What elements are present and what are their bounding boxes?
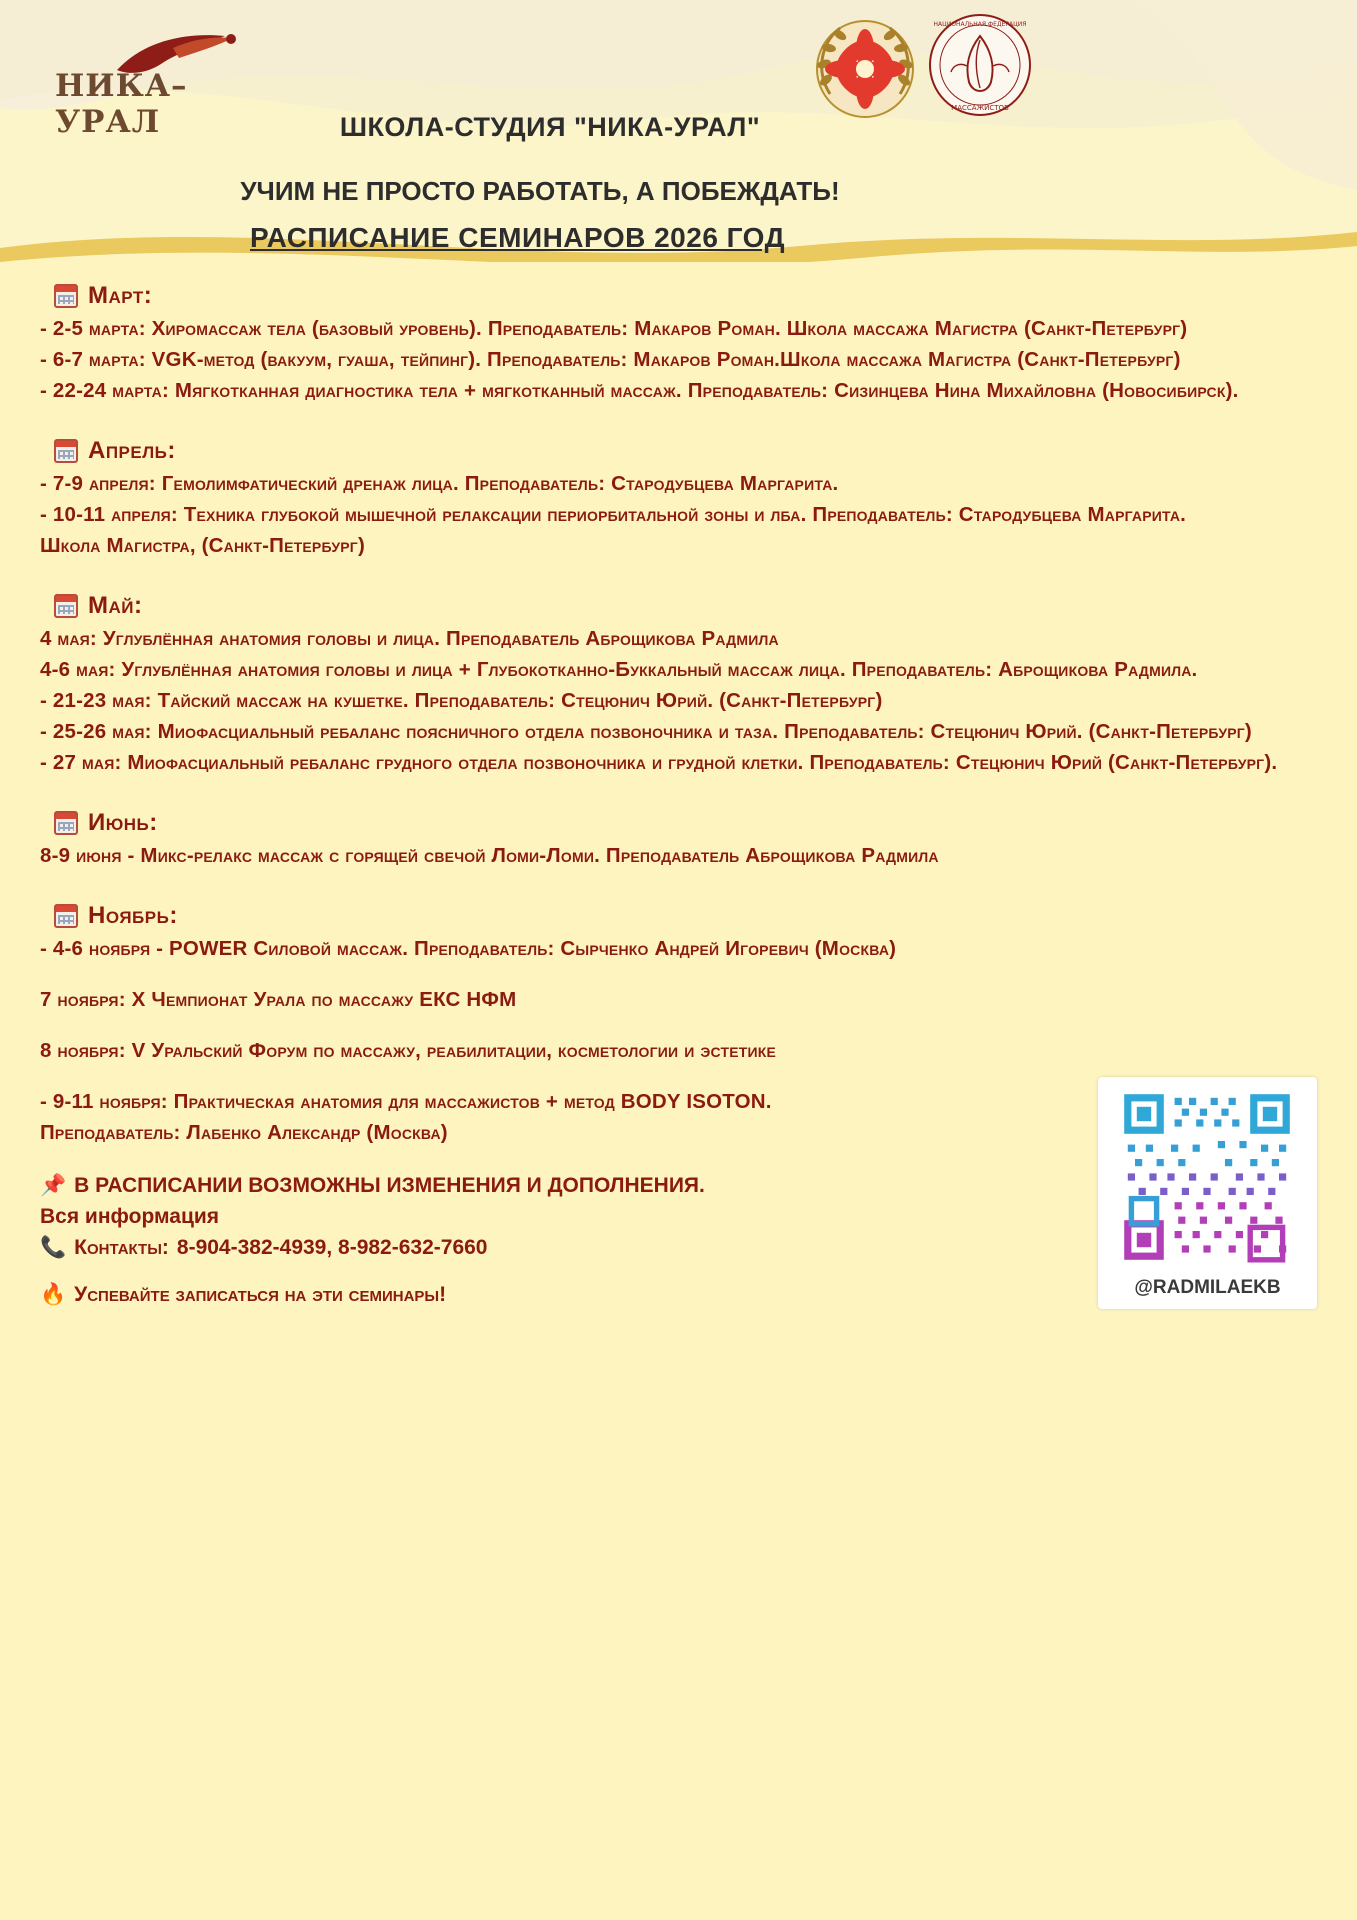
seminar-line: - 21-23 мая: Тайский массаж на кушетке. Преподаватель: Стецюнич Юрий. (Санкт-Петербург) (40, 689, 883, 712)
page-header (0, 0, 1357, 300)
month-heading-june (54, 809, 1317, 837)
all-info-label: Вся информация (40, 1205, 220, 1228)
month-name: Апрель: (88, 437, 176, 464)
qr-handle: @RADMILAEKB (1134, 1277, 1281, 1298)
month-name: Май: (88, 592, 143, 619)
seminar-line: - 6-7 марта: VGK-метод (вакуум, гуаша, тейпинг). Преподаватель: Макаров Роман.Школа массажа Магистра (Санкт-Петербург) (40, 348, 1181, 371)
month-heading-november (54, 902, 1317, 930)
seminar-line: - 9-11 ноября: Практическая анатомия для массажистов + метод BODY ISOTON. (40, 1090, 772, 1113)
brand-logo (55, 30, 285, 140)
seminar-line: Школа Магистра, (Санкт-Петербург) (40, 534, 365, 557)
slogan: УЧИМ НЕ ПРОСТО РАБОТАТЬ, А ПОБЕЖДАТЬ! (240, 176, 840, 206)
pushpin-icon: 📌 (40, 1174, 67, 1197)
logo-text: НИКА–УРАЛ (55, 68, 188, 140)
month-heading-march (54, 282, 1317, 310)
national-federation-of-massage-therapists-emblem (925, 10, 1035, 120)
month-heading-april (54, 437, 1317, 465)
page-title: ШКОЛА-СТУДИЯ "НИКА-УРАЛ" (339, 112, 761, 142)
schedule-title: РАСПИСАНИЕ СЕМИНАРОВ 2026 ГОД (249, 222, 786, 253)
seminar-line: 8 ноября: V Уральский Форум по массажу, реабилитации, косметологии и эстетике (40, 1039, 777, 1062)
svg-text:НАЦИОНАЛЬНАЯ ФЕДЕРАЦИЯ: НАЦИОНАЛЬНАЯ ФЕДЕРАЦИЯ (933, 21, 1027, 28)
seminar-line: - 4-6 ноября - POWER Силовой массаж. Преподаватель: Сырченко Андрей Игоревич (Москва) (40, 937, 897, 960)
seminar-line: - 25-26 мая: Миофасциальный ребаланс поясничного отдела позвоночника и таза. Преподаватель: Стецюнич Юрий. (Санкт-Петербург) (40, 720, 1252, 743)
calendar-icon (54, 439, 78, 463)
changes-note: В РАСПИСАНИИ ВОЗМОЖНЫ ИЗМЕНЕНИЯ И ДОПОЛНЕНИЯ. (74, 1174, 705, 1197)
seminar-line: - 2-5 марта: Хиромассаж тела (базовый уровень). Преподаватель: Макаров Роман. Школа массажа Магистра (Санкт-Петербург) (40, 317, 1188, 340)
telephone-icon: 📞 (40, 1236, 67, 1259)
contacts-value[interactable]: 8-904-382-4939, 8-982-632-7660 (176, 1236, 488, 1259)
contacts-label: Контакты: (74, 1236, 169, 1259)
seminar-line: 4-6 мая: Углублённая анатомия головы и лица + Глубокотканно-Буккальный массаж лица. Преподаватель: Аброщикова Радмила. (40, 658, 1198, 681)
signup-note: Успевайте записаться на эти семинары! (74, 1283, 447, 1306)
seminar-line: 8-9 июня - Микс-релакс массаж с горящей свечой Ломи-Ломи. Преподаватель Аброщикова Радмила (40, 844, 939, 867)
flower-laurel-emblem (810, 14, 920, 124)
seminar-line: - 22-24 марта: Мягкотканная диагностика тела + мягкотканный массаж. Преподаватель: Сизинцева Нина Михайловна (Новосибирск). (40, 379, 1239, 402)
fire-icon: 🔥 (40, 1283, 67, 1306)
month-name: Ноябрь: (88, 902, 178, 929)
month-heading-may (54, 592, 1317, 620)
calendar-icon (54, 594, 78, 618)
seminar-line: - 7-9 апреля: Гемолимфатический дренаж лица. Преподаватель: Стародубцева Маргарита. (40, 472, 839, 495)
calendar-icon (54, 904, 78, 928)
svg-text:МАССАЖИСТОВ: МАССАЖИСТОВ (951, 104, 1009, 112)
seminar-line: Преподаватель: Лабенко Александр (Москва) (40, 1121, 448, 1144)
month-name: Июнь: (88, 809, 158, 836)
calendar-icon (54, 811, 78, 835)
seminar-line: 4 мая: Углублённая анатомия головы и лица. Преподаватель Аброщикова Радмила (40, 627, 779, 650)
qr-code[interactable] (1112, 1087, 1302, 1267)
seminar-line: 7 ноября: X Чемпионат Урала по массажу ЕКС НФМ (40, 988, 517, 1011)
seminar-line: - 10-11 апреля: Техника глубокой мышечной релаксации периорбитальной зоны и лба. Преподаватель: Стародубцева Маргарита. (40, 503, 1187, 526)
seminar-line: - 27 мая: Миофасциальный ребаланс грудного отдела позвоночника и грудной клетки. Преподаватель: Стецюнич Юрий (Санкт-Петербург). (40, 751, 1278, 774)
qr-card[interactable] (1098, 1077, 1317, 1309)
month-name: Март: (88, 282, 153, 309)
calendar-icon (54, 284, 78, 308)
